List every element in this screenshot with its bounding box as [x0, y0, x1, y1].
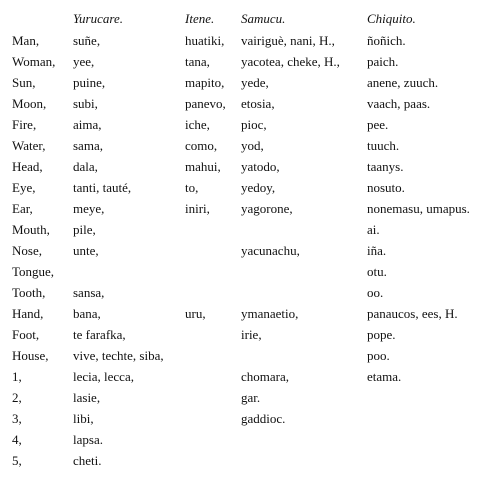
itene-word [185, 282, 241, 303]
yurucare-word: unte, [73, 243, 99, 258]
itene-word [185, 408, 241, 429]
yurucare-word: puine, [73, 75, 106, 90]
itene-word: to, [185, 180, 199, 195]
yurucare-word: bana, [73, 306, 101, 321]
yurucare-word: vive, techte, siba, [73, 348, 164, 363]
yurucare-word: meye, [73, 201, 105, 216]
itene-word [185, 450, 241, 471]
table-row [12, 156, 488, 177]
chiquito-word: paich. [367, 54, 399, 69]
english-word: Tooth, [12, 285, 46, 300]
chiquito-word: ai. [367, 222, 380, 237]
english-word: Foot, [12, 327, 40, 342]
itene-word: como, [185, 138, 218, 153]
itene-word: iniri, [185, 201, 210, 216]
samucu-word: yatodo, [241, 159, 280, 174]
english-word: Moon, [12, 96, 47, 111]
samucu-word: yede, [241, 75, 269, 90]
english-word: House, [12, 348, 49, 363]
yurucare-word: lasie, [73, 390, 101, 405]
yurucare-word: dala, [73, 159, 98, 174]
samucu-word [241, 282, 367, 303]
chiquito-word: panaucos, ees, H. [367, 306, 458, 321]
header-yurucare: Yurucare. [73, 11, 123, 26]
samucu-word [241, 345, 367, 366]
table-row [12, 387, 488, 408]
english-word: Man, [12, 33, 40, 48]
english-word: Eye, [12, 180, 36, 195]
table-row [12, 429, 488, 450]
yurucare-word: sama, [73, 138, 103, 153]
chiquito-word: taanys. [367, 159, 404, 174]
itene-word [185, 429, 241, 450]
samucu-word: yagorone, [241, 201, 293, 216]
itene-word: panevo, [185, 96, 226, 111]
english-word: Tongue, [12, 264, 55, 279]
table-row [12, 240, 488, 261]
yurucare-word: sansa, [73, 285, 105, 300]
chiquito-word: nonemasu, umapus. [367, 201, 470, 216]
header-samucu: Samucu. [241, 11, 286, 26]
english-word: Fire, [12, 117, 37, 132]
yurucare-word: te farafka, [73, 327, 126, 342]
yurucare-word: tanti, tauté, [73, 180, 132, 195]
chiquito-word: anene, zuuch. [367, 75, 439, 90]
samucu-word: yacotea, cheke, H., [241, 54, 340, 69]
itene-word: huatiki, [185, 33, 225, 48]
yurucare-word: suñe, [73, 33, 101, 48]
samucu-word [241, 261, 367, 282]
itene-word [185, 240, 241, 261]
itene-word: mapito, [185, 75, 225, 90]
itene-word: mahui, [185, 159, 221, 174]
samucu-word: ymanaetio, [241, 306, 299, 321]
itene-word [185, 387, 241, 408]
yurucare-word: cheti. [73, 453, 102, 468]
itene-word: iche, [185, 117, 210, 132]
english-word: 3, [12, 411, 22, 426]
english-word: Mouth, [12, 222, 50, 237]
chiquito-word: pee. [367, 117, 389, 132]
itene-word [185, 345, 241, 366]
samucu-word [241, 219, 367, 240]
yurucare-word: lapsa. [73, 432, 103, 447]
english-word: 1, [12, 369, 22, 384]
samucu-word: gaddioc. [241, 411, 286, 426]
english-word: 4, [12, 432, 22, 447]
table-row [12, 303, 488, 324]
header-chiquito: Chiquito. [367, 11, 416, 26]
table-row [12, 450, 488, 471]
vocabulary-table [12, 8, 488, 471]
samucu-word: gar. [241, 390, 261, 405]
samucu-word: vairiguè, nani, H., [241, 33, 335, 48]
table-row [12, 114, 488, 135]
chiquito-word: oo. [367, 285, 384, 300]
vocabulary-rows [12, 30, 488, 471]
samucu-word: yedoy, [241, 180, 276, 195]
chiquito-word: pope. [367, 327, 396, 342]
english-word: Sun, [12, 75, 36, 90]
english-word: Woman, [12, 54, 56, 69]
samucu-word: pioc, [241, 117, 267, 132]
table-row [12, 261, 488, 282]
chiquito-word: otu. [367, 264, 387, 279]
chiquito-word [367, 450, 488, 471]
samucu-word [241, 450, 367, 471]
header-itene: Itene. [185, 11, 215, 26]
itene-word [185, 366, 241, 387]
chiquito-word: ñoñich. [367, 33, 406, 48]
samucu-word: yod, [241, 138, 264, 153]
chiquito-word [367, 408, 488, 429]
english-word: Water, [12, 138, 46, 153]
table-row [12, 366, 488, 387]
table-row [12, 93, 488, 114]
samucu-word: chomara, [241, 369, 290, 384]
table-row [12, 408, 488, 429]
yurucare-word: lecia, lecca, [73, 369, 134, 384]
english-word: Nose, [12, 243, 42, 258]
english-word: Head, [12, 159, 43, 174]
english-word: Ear, [12, 201, 33, 216]
samucu-word: irie, [241, 327, 262, 342]
chiquito-word [367, 387, 488, 408]
samucu-word: yacunachu, [241, 243, 300, 258]
english-word: 2, [12, 390, 22, 405]
table-row [12, 30, 488, 51]
yurucare-word [73, 261, 185, 282]
table-row [12, 135, 488, 156]
yurucare-word: libi, [73, 411, 94, 426]
table-row [12, 345, 488, 366]
chiquito-word [367, 429, 488, 450]
chiquito-word: iña. [367, 243, 387, 258]
header-english [12, 8, 73, 30]
english-word: Hand, [12, 306, 44, 321]
table-row [12, 177, 488, 198]
table-row [12, 324, 488, 345]
english-word: 5, [12, 453, 22, 468]
yurucare-word: subi, [73, 96, 98, 111]
table-row [12, 198, 488, 219]
chiquito-word: nosuto. [367, 180, 405, 195]
itene-word [185, 261, 241, 282]
itene-word [185, 324, 241, 345]
yurucare-word: aima, [73, 117, 102, 132]
table-row [12, 72, 488, 93]
table-row [12, 51, 488, 72]
itene-word: uru, [185, 306, 206, 321]
yurucare-word: pile, [73, 222, 96, 237]
header-row [12, 8, 488, 30]
table-row [12, 282, 488, 303]
itene-word [185, 219, 241, 240]
yurucare-word: yee, [73, 54, 95, 69]
chiquito-word: etama. [367, 369, 402, 384]
samucu-word: etosia, [241, 96, 275, 111]
samucu-word [241, 429, 367, 450]
chiquito-word: poo. [367, 348, 390, 363]
chiquito-word: tuuch. [367, 138, 400, 153]
chiquito-word: vaach, paas. [367, 96, 431, 111]
table-row [12, 219, 488, 240]
itene-word: tana, [185, 54, 210, 69]
